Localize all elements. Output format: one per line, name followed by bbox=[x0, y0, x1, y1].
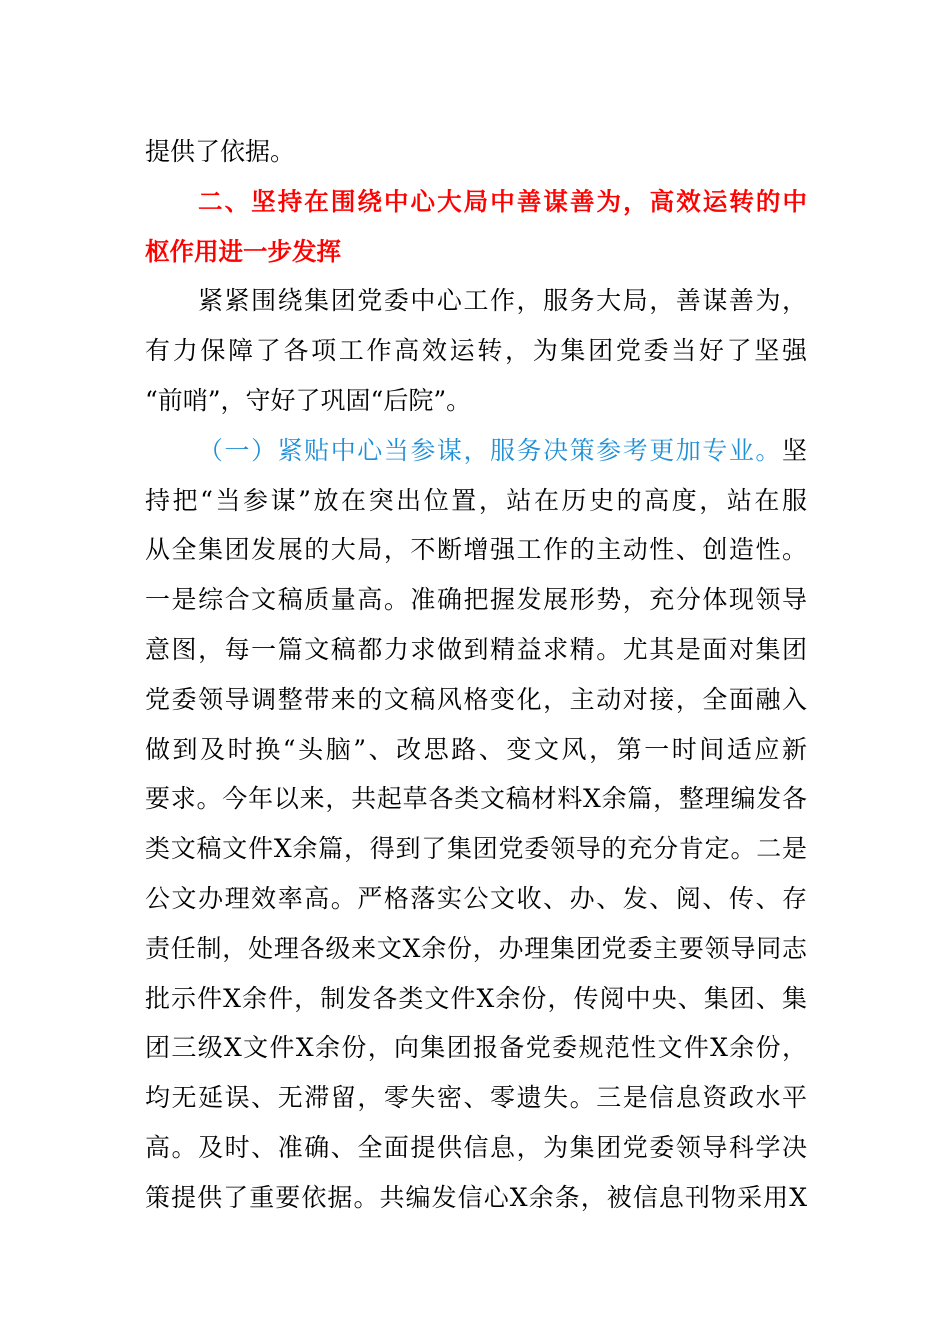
paragraph-line: 意图，每一篇文稿都力求做到精益求精。尤其是面对集团 bbox=[145, 634, 807, 664]
paragraph-line: 有力保障了各项工作高效运转，为集团党委当好了坚强 bbox=[145, 336, 807, 366]
paragraph-line: 一是综合文稿质量高。准确把握发展形势，充分体现领导 bbox=[145, 585, 807, 615]
paragraph-line: 持把“当参谋”放在突出位置，站在历史的高度，站在服 bbox=[145, 485, 807, 515]
section-heading-line-2: 枢作用进一步发挥 bbox=[145, 236, 341, 266]
subsection-line bbox=[145, 426, 807, 476]
paragraph-line: “前哨”，守好了巩固“后院”。 bbox=[145, 385, 472, 415]
paragraph-line: 团三级X文件X余份，向集团报备党委规范性文件X余份， bbox=[145, 1033, 807, 1063]
paragraph-line: 从全集团发展的大局，不断增强工作的主动性、创造性。 bbox=[145, 535, 807, 565]
paragraph-line: 类文稿文件X余篇，得到了集团党委领导的充分肯定。二是 bbox=[145, 834, 807, 864]
section-heading-line-1: 二、坚持在围绕中心大局中善谋善为，高效运转的中 bbox=[198, 186, 807, 216]
paragraph-line: 公文办理效率高。严格落实公文收、办、发、阅、传、存 bbox=[145, 883, 807, 913]
paragraph-line: 要求。今年以来，共起草各类文稿材料X余篇，整理编发各 bbox=[145, 784, 807, 814]
paragraph-line: 批示件X余件，制发各类文件X余份，传阅中央、集团、集 bbox=[145, 983, 807, 1013]
paragraph-line: 提供了依据。 bbox=[145, 137, 296, 166]
paragraph-line: 紧紧围绕集团党委中心工作，服务大局，善谋善为， bbox=[198, 286, 807, 316]
document-page bbox=[145, 127, 807, 1223]
paragraph-line: 高。及时、准确、全面提供信息，为集团党委领导科学决 bbox=[145, 1132, 807, 1162]
subsection-heading: （一）紧贴中心当参谋，服务决策参考更加专业。 bbox=[198, 435, 782, 465]
paragraph-line: 做到及时换“头脑”、改思路、变文风，第一时间适应新 bbox=[145, 734, 807, 764]
paragraph-line: 策提供了重要依据。共编发信心X余条，被信息刊物采用X bbox=[145, 1182, 807, 1212]
paragraph-line: 责任制，处理各级来文X余份，办理集团党委主要领导同志 bbox=[145, 933, 807, 963]
subsection-tail: 坚 bbox=[781, 435, 807, 465]
paragraph-line: 均无延误、无滞留，零失密、零遗失。三是信息资政水平 bbox=[145, 1083, 807, 1113]
paragraph-line: 党委领导调整带来的文稿风格变化，主动对接，全面融入 bbox=[145, 684, 807, 714]
